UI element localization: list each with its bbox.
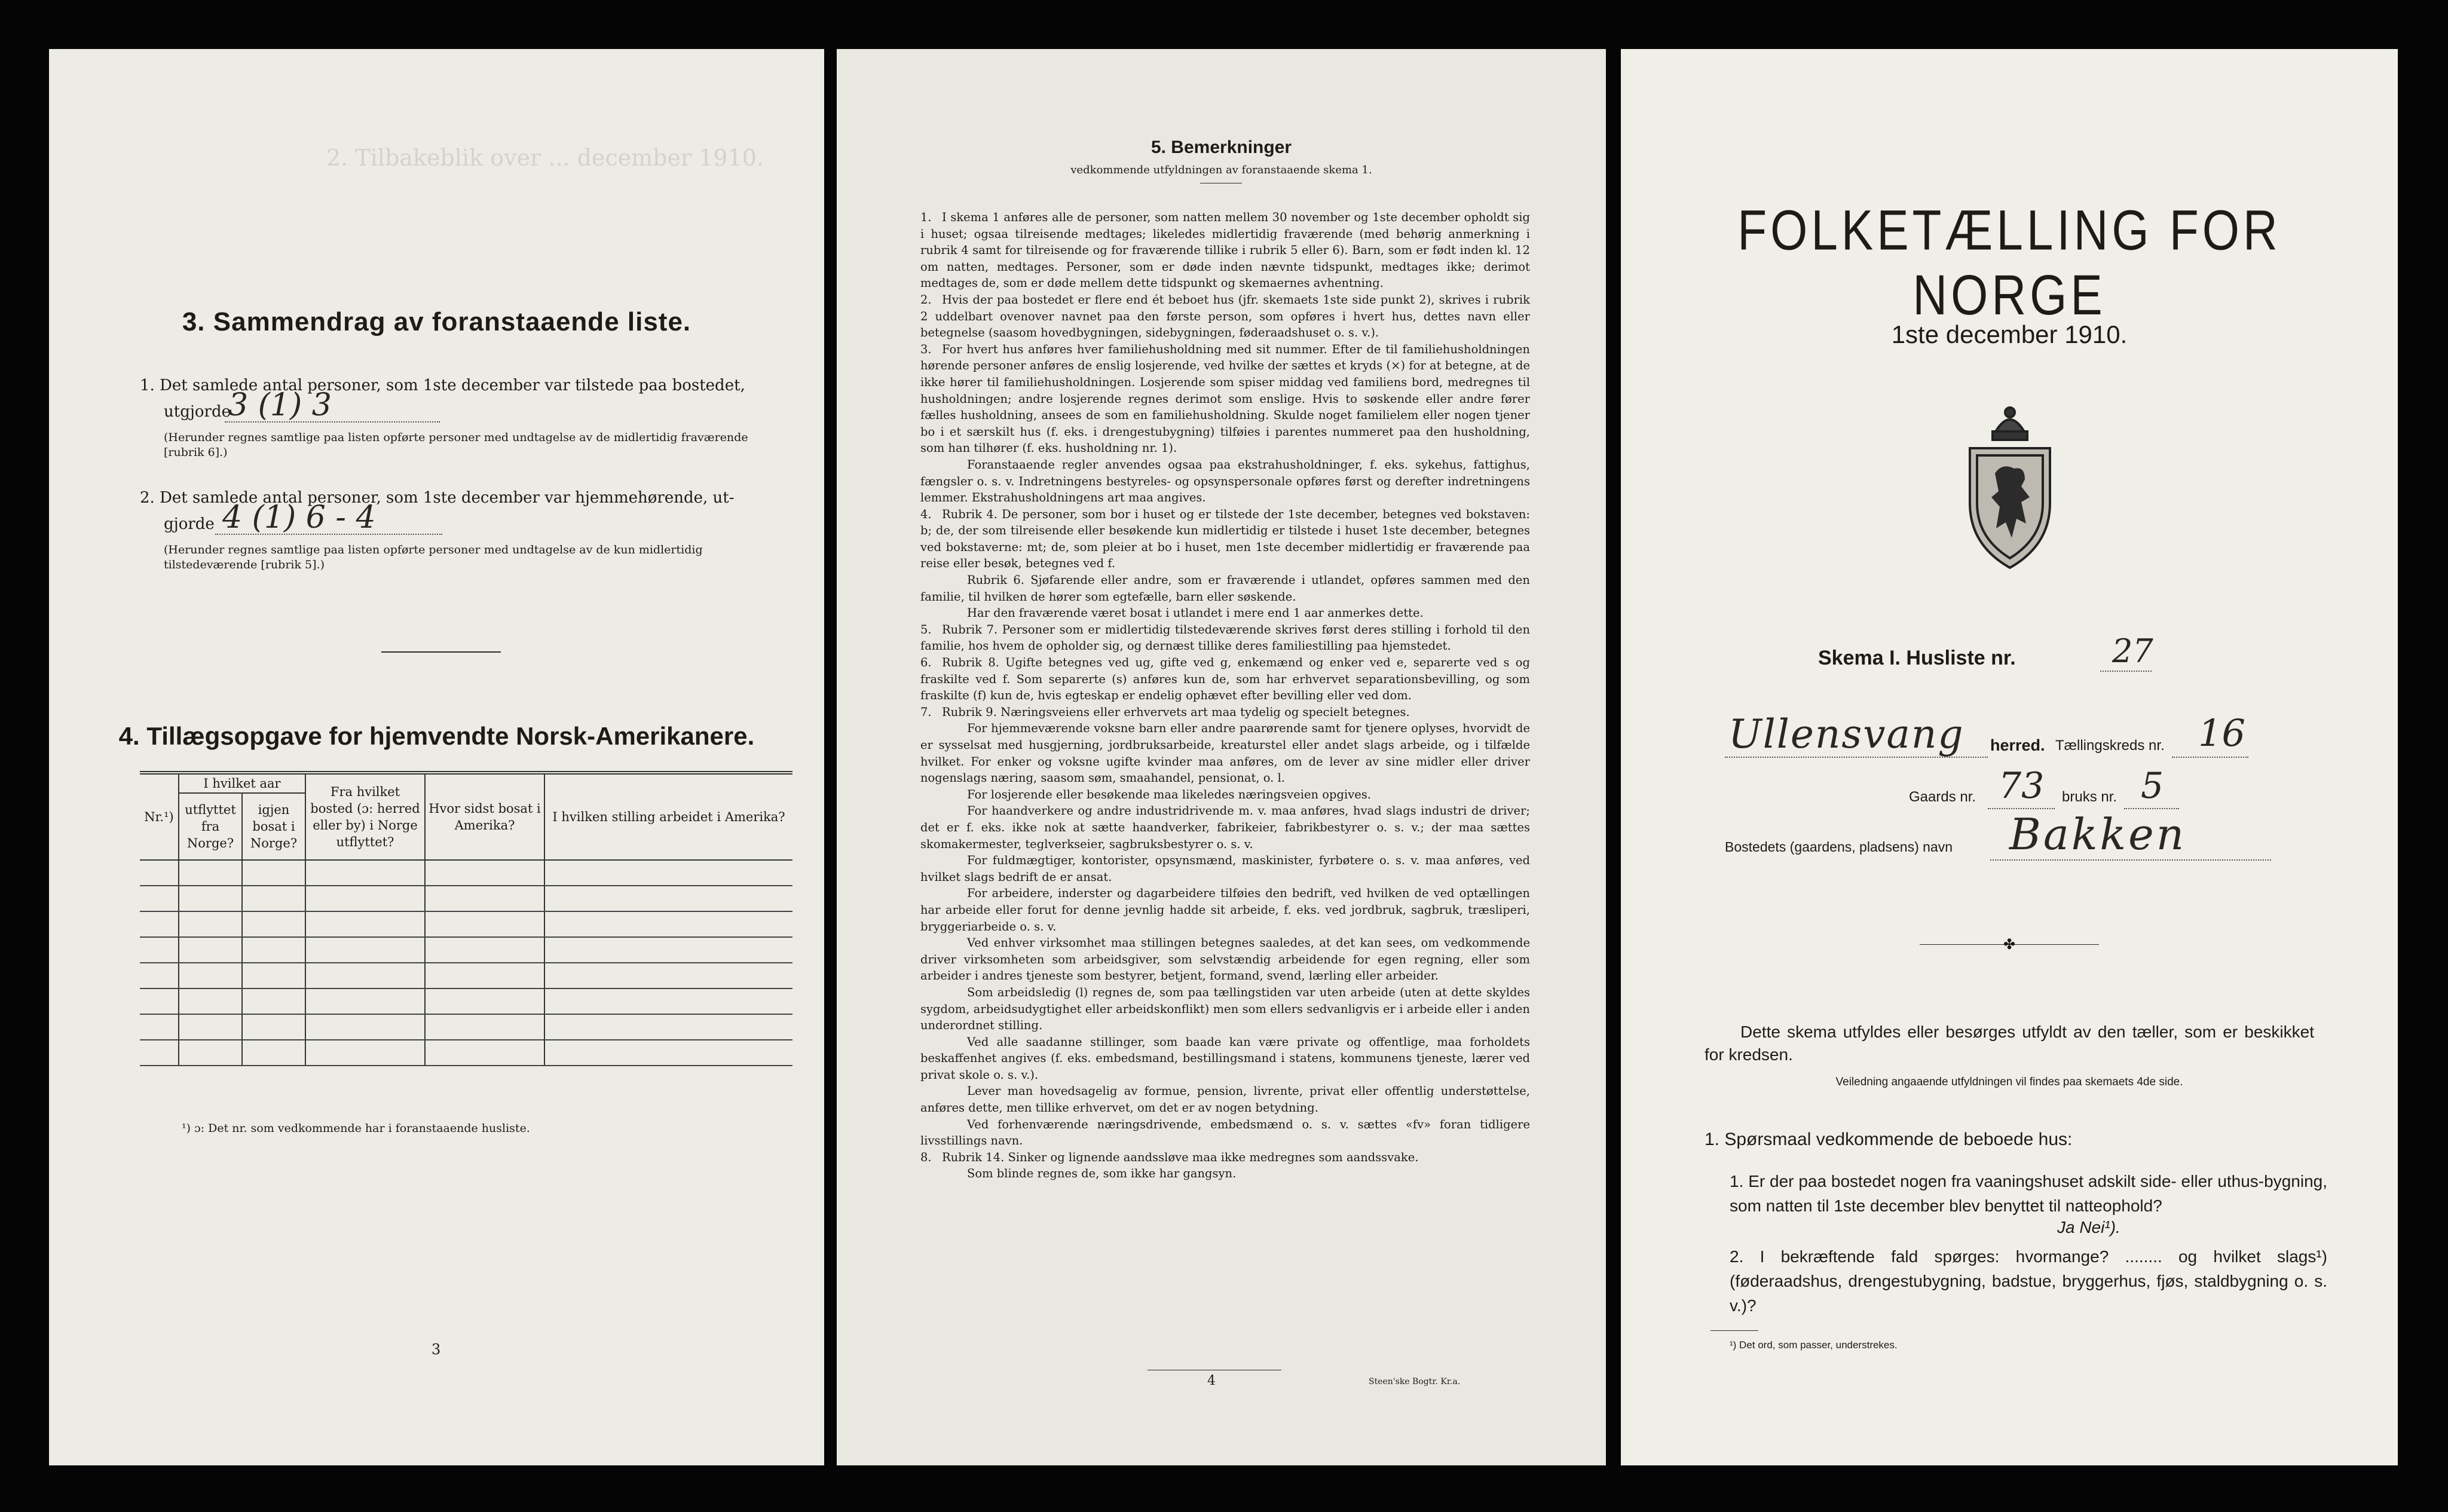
remark-paragraph	[920, 1034, 1530, 1084]
table-row	[140, 1014, 792, 1040]
remark-text: Foranstaaende regler anvendes ogsaa paa ekstrahusholdninger, f. eks. sykehus, fattighus, fængsler o. s. v. Indretningens bestyreles- og opsynspersonale opføres først og derefter indretningens lemmer. Ekstrahusholdningens art maa angives.	[920, 457, 1530, 505]
section-4-heading: 4. Tillægsopgave for hjemvendte Norsk-Amerikanere.	[118, 722, 755, 750]
remark-text: Som blinde regnes de, som ikke har gangsyn.	[967, 1167, 1237, 1181]
kreds-value: 16	[2198, 711, 2245, 755]
question-1-answer: Ja Nei¹).	[2057, 1218, 2120, 1236]
remark-paragraph	[920, 1083, 1530, 1116]
remark-text: Som arbeidsledig (l) regnes de, som paa tællingstiden var uten arbeide (uten at dette skyldes sygdom, arbeidsudygtighet eller arbeidskonflikt) men som ellers sedvanligvis er i arbeide eller i anden underordnet stilling.	[920, 985, 1530, 1033]
remark-text: For losjerende eller besøkende maa likeledes næringsveien opgives.	[967, 787, 1371, 801]
remarks-list	[920, 209, 1530, 1182]
section-3-heading: 3. Sammendrag av foranstaaende liste.	[182, 307, 691, 336]
bruks-value: 5	[2141, 765, 2164, 807]
remark-paragraph	[920, 506, 1530, 572]
remark-paragraph	[920, 984, 1530, 1034]
remark-text: For hjemmeværende voksne barn eller andre paarørende samt for tjenere oplyses, hvorvidt de er sysselsat med husgjerning, jordbruksarbeide, kreaturstel eller andet slags arbeide, og i tilfælde hvilket. For enker og voksne ugifte kvinder maa anføres, om de lever av sine midler eller driver nogenslags næring, saasom søm, smaahandel, pensionat, o. l.	[920, 721, 1530, 785]
summary-item-2-handwritten: 4 (1) 6 - 4	[222, 500, 376, 535]
husliste-number: 27	[2112, 632, 2153, 670]
remark-text: Rubrik 7. Personer som er midlertidig tilstedeværende skrives først deres stilling i forhold til den familie, hos hvem de opholder sig, og dernæst tillike deres familiestilling paa hjemstedet.	[920, 622, 1530, 653]
page-1	[1621, 49, 2398, 1465]
table-row	[140, 886, 792, 911]
page-3	[49, 49, 824, 1465]
remark-paragraph	[920, 341, 1530, 457]
table-footnote: ¹) ɔ: Det nr. som vedkommende har i foranstaaende husliste.	[182, 1122, 530, 1135]
remark-text: For fuldmægtiger, kontorister, opsynsmænd, maskinister, fyrbøtere o. s. v. maa anføres, ved hvilket slags bedrift de er ansat.	[920, 853, 1530, 884]
remark-paragraph	[920, 605, 1530, 622]
remark-text: For haandverkere og andre industridrivende m. v. maa anføres, hvad slags industri de driver; det er f. eks. ikke nok at sætte haandverker, fabrikeier, fabrikbestyrer o. s. v.; der maa sættes skomakermester, teglverkseier, sagbruksbestyrer o. s. v.	[920, 804, 1530, 851]
table-row	[140, 937, 792, 963]
remark-paragraph	[920, 572, 1530, 605]
remark-text: Lever man hovedsagelig av formue, pension, livrente, privat eller offentlig understøttelse, anføres dette, men tillike erhvervet, om det er av nogen betydning.	[920, 1084, 1530, 1115]
summary-item-1-handwritten: 3 (1) 3	[228, 387, 332, 423]
form-title: FOLKETÆLLING FOR NORGE	[1737, 198, 2281, 327]
remark-text: Rubrik 9. Næringsveiens eller erhvervets art maa tydelig og specielt betegnes.	[942, 705, 1410, 719]
remark-number: 2.	[920, 292, 932, 307]
remark-paragraph	[920, 803, 1530, 852]
remark-text: I skema 1 anføres alle de personer, som natten mellem 30 november og 1ste december opholdt sig i huset; ogsaa tilreisende medtages; likeledes midlertidig fraværende (med behørig anmerkning i rubrik 4 samt for tilreisende og for fraværende tillike i rubrik 5 eller 6). Barn, som er født inden kl. 12 om natten, medtages. Personer, som er døde inden nævnte tidspunkt, medtages ikke; derimot medtages de, som er døde mellem dette tidspunkt og skemaernes avhentning.	[920, 210, 1530, 290]
summary-item-2-lead: gjorde	[164, 515, 215, 533]
summary-item-2-note: (Herunder regnes samtlige paa listen opførte personer med undtagelse av de kun midlertidig tilstedeværende [rubrik 5].)	[164, 543, 703, 571]
page-number: 3	[432, 1341, 441, 1358]
col-year-group-header: I hvilket aar	[179, 773, 305, 793]
husliste-line	[2100, 671, 2152, 672]
coat-of-arms-icon	[1959, 396, 2061, 575]
question-1: 1. Er der paa bostedet nogen fra vaaningshuset adskilt side- eller uthus-bygning, som natten til 1ste december blev benyttet til natteophold?	[1730, 1172, 2327, 1215]
remark-number: 4.	[920, 507, 932, 521]
bosted-line	[1990, 859, 2271, 861]
remark-paragraph	[920, 935, 1530, 984]
remark-text: Rubrik 4. De personer, som bor i huset og er tilstede der 1ste december, betegnes ved bokstaven: b; de, der som tilreisende eller besøkende kun midlertidig er tilstede i huset 1ste december, betegnes ved bokstaverne: mt; de, som pleier at bo i huset, men 1ste december midlertidig er fraværende paa reise eller besøk, betegnes ved f.	[920, 507, 1530, 571]
bosted-label: Bostedets (gaardens, pladsens) navn	[1725, 839, 1953, 855]
remark-number: 3.	[920, 342, 932, 356]
remark-paragraph	[920, 720, 1530, 786]
col-america-header: Hvor sidst bosat i Amerika?	[425, 773, 544, 860]
summary-item-1-note: (Herunder regnes samtlige paa listen opførte personer med undtagelse av de midlertidig fraværende [rubrik 6].)	[164, 431, 748, 459]
instruction-text: Dette skema utfyldes eller besørges utfyldt av den tæller, som er beskikket for kredsen.	[1705, 1023, 2314, 1064]
printer-mark: Steen'ske Bogtr. Kr.a.	[1369, 1377, 1461, 1386]
remark-paragraph	[920, 457, 1530, 506]
remarks-heading: 5. Bemerkninger	[1150, 137, 1292, 157]
divider	[1710, 1330, 1758, 1331]
divider	[381, 651, 501, 653]
question-heading: 1. Spørsmaal vedkommende de beboede hus:	[1705, 1130, 2073, 1149]
remarks-subheading: vedkommende utfyldningen av foranstaaende skema 1.	[1070, 164, 1372, 176]
norsk-amerikanere-table	[140, 771, 792, 1066]
gaards-value: 73	[1999, 765, 2045, 807]
remark-paragraph	[920, 654, 1530, 704]
remark-paragraph	[920, 1165, 1530, 1182]
remark-paragraph	[920, 1149, 1530, 1166]
table-row	[140, 963, 792, 988]
remark-paragraph	[920, 704, 1530, 721]
remark-text: Rubrik 8. Ugifte betegnes ved ug, gifte ved g, enkemænd og enker ved e, separerte ved s og fraskilte ved f. Som separerte (s) anføres kun de, som har erhvervet separationsbevilling, og som fraskilte (f) kun de, hvis egteskap er endelig ophævet efter bevilling eller ved dom.	[920, 656, 1530, 703]
remark-paragraph	[920, 885, 1530, 935]
bosted-value: Bakken	[2009, 809, 2187, 859]
col-from-where-header: Fra hvilket bosted (ɔ: herred eller by) i Norge utflyttet?	[305, 773, 425, 860]
table-row	[140, 1040, 792, 1066]
remark-paragraph	[920, 209, 1530, 292]
remark-paragraph	[920, 786, 1530, 803]
remark-paragraph	[920, 1116, 1530, 1149]
summary-item-1-lead: utgjorde	[164, 403, 231, 421]
form-date: 1ste december 1910.	[1891, 320, 2128, 348]
table-row	[140, 860, 792, 886]
remark-paragraph	[920, 622, 1530, 654]
remark-number: 6.	[920, 656, 932, 670]
col-occupation-header: I hvilken stilling arbeidet i Amerika?	[544, 773, 792, 860]
col-nr-header: Nr.¹)	[140, 773, 179, 860]
page-4	[837, 49, 1606, 1465]
remark-number: 1.	[920, 210, 932, 224]
faded-bleed-title: 2. Tilbakeblik over ... december 1910.	[326, 145, 764, 171]
remark-text: Ved enhver virksomhet maa stillingen betegnes saaledes, at det kan sees, om vedkommende driver virksomheten som arbeidsgiver, som selvstændig arbeidende for egen regning, eller som arbeider i andres tjeneste som bestyrer, betjent, formand, svend, lærling eller arbeider.	[920, 936, 1530, 983]
summary-item-1: 1. Det samlede antal personer, som 1ste december var tilstede paa bostedet,	[140, 377, 745, 394]
ornament-icon: ✤	[2003, 936, 2016, 953]
guide-text: Veiledning angaaende utfyldningen vil findes paa skemaets 4de side.	[1835, 1076, 2183, 1088]
footnote: ¹) Det ord, som passer, understrekes.	[1730, 1339, 1898, 1351]
remark-number: 7.	[920, 705, 932, 719]
question-2: 2. I bekræftende fald spørges: hvormange? ........ og hvilket slags¹) (føderaadshus, drengestubygning, badstue, bryggerhus, fjøs, staldbygning o. s. v.)?	[1730, 1247, 2327, 1315]
remark-text: Ved alle saadanne stillinger, som baade kan være private og offentlige, maa forholdets beskaffenhet angives (f. eks. embedsmand, bestillingsmand i statens, kommunens tjeneste, lærer ved privat skole o. s. v.).	[920, 1034, 1530, 1082]
remark-paragraph	[920, 292, 1530, 341]
remark-text: Rubrik 14. Sinker og lignende aandssløve maa ikke medregnes som aandssvake.	[942, 1150, 1419, 1164]
table-row	[140, 988, 792, 1014]
remark-text: For hvert hus anføres hver familiehusholdning med sit nummer. Efter de til familiehusholdningen hørende personer anføres de enslig losjerende, ved hvilke der sættes et kryds (×) for at betegne, at de ikke hører til familiehusholdningen. Losjerende som spiser middag ved familiens bord, medregnes til husholdningen; andre losjerende regnes derimot som enslige. Hvis to søskende eller andre fører fælles husholdning, ansees de som en familiehusholdning. Skulde noget familielem eller nogen tjener bo i et særskilt hus (f. eks. i drengestubygning) tilføies i parentes nummeret paa den husholdning, som han tilhører (f. eks. husholdning nr. 1).	[920, 342, 1530, 455]
page-number: 4	[1207, 1373, 1216, 1388]
gaards-label: Gaards nr.	[1909, 789, 1976, 805]
remark-paragraph	[920, 852, 1530, 885]
table-row	[140, 911, 792, 937]
herred-value: Ullensvang	[1728, 711, 1964, 757]
col-emigrated-header: utflyttet fra Norge?	[179, 793, 242, 860]
remark-text: Ved forhenværende næringsdrivende, embedsmænd o. s. v. sættes «fv» foran tidligere livsstillings navn.	[920, 1117, 1530, 1148]
remark-text: Hvis der paa bostedet er flere end ét beboet hus (jfr. skemaets 1ste side punkt 2), skrives i rubrik 2 uddelbart ovenover navnet paa den første person, som opføres i hvert hus, dettes navn eller betegnelse (saasom hovedbygningen, sidebygningen, føderaadshuset o. s. v.).	[920, 292, 1530, 340]
col-returned-header: igjen bosat i Norge?	[242, 793, 305, 860]
kreds-line	[2172, 757, 2248, 758]
remark-text: Har den fraværende været bosat i utlandet i mere end 1 aar anmerkes dette.	[967, 606, 1424, 620]
remark-text: Rubrik 6. Sjøfarende eller andre, som er fraværende i utlandet, opføres sammen med den familie, til hvilken de hører som egtefælle, barn eller søskende.	[920, 573, 1530, 604]
kreds-label: Tællingskreds nr.	[2055, 737, 2165, 754]
remark-number: 8.	[920, 1150, 932, 1164]
skema-label: Skema I. Husliste nr.	[1818, 647, 2016, 669]
summary-item-2: 2. Det samlede antal personer, som 1ste december var hjemmehørende, ut-	[140, 489, 735, 507]
remark-text: For arbeidere, inderster og dagarbeidere tilføies den bedrift, ved hvilken de ved optællingen har arbeide eller forut for denne jevnlig hadde sit arbeide, f. eks. ved jordbruk, sagbruk, træsliperi, bryggeriarbeide o. s. v.	[920, 886, 1530, 933]
herred-label: herred.	[1990, 736, 2045, 754]
remark-number: 5.	[920, 622, 932, 636]
bruks-label: bruks nr.	[2062, 789, 2117, 805]
